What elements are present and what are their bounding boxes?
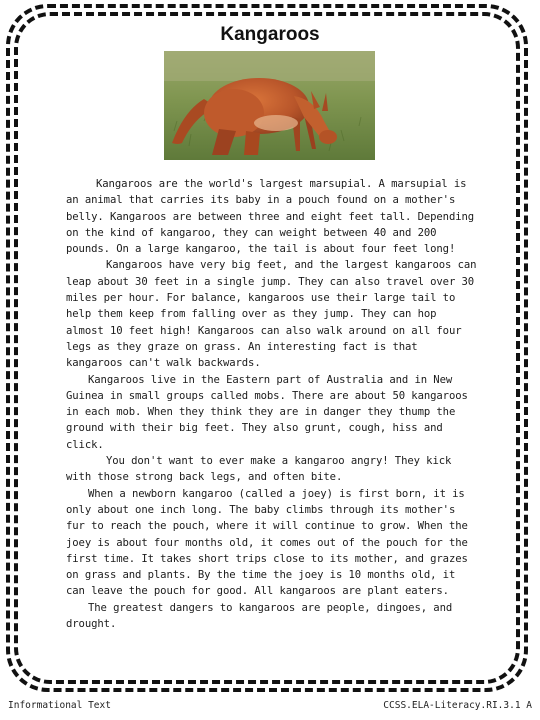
- paragraph: Kangaroos live in the Eastern part of Australia and in New Guinea in small groups called mobs. There are about 50 kangaroos in each mob. When they think they are in danger they thump the ground with their big feet. They also grunt, cough, hiss and click.: [66, 373, 468, 451]
- story-text: [66, 176, 480, 632]
- kangaroo-photo: [164, 51, 375, 160]
- paragraph: The greatest dangers to kangaroos are people, dingoes, and drought.: [66, 601, 453, 631]
- footer-standard: CCSS.ELA-Literacy.RI.3.1 A: [383, 700, 532, 711]
- paragraph: When a newborn kangaroo (called a joey) is first born, it is only about one inch long. The baby climbs through its mother's fur to reach the pouch, where it will continue to grow. When the joey is about four months old, it comes out of the pouch for the first time. It takes short trips close to its mother, and grazes on grass and plants. By the time the joey is 10 months old, it can leave the pouch for good. All kangaroos are plant eaters.: [66, 487, 468, 598]
- paragraph: Kangaroos have very big feet, and the largest kangaroos can leap about 30 feet in a single jump. They can also travel over 30 miles per hour. For balance, kangaroos use their large tail to help them keep from falling over as they jump. They can hop almost 10 feet high! Kangaroos can also walk around on all four legs as they graze on grass. An interesting fact is that kangaroos can't walk backwards.: [66, 259, 477, 370]
- paragraph: Kangaroos are the world's largest marsupial. A marsupial is an animal that carries its baby in a pouch found on a mother's belly. Kangaroos are between three and eight feet tall. Depending on the kind of kangaroo, they can weight between 40 and 200 pounds. On a large kangaroo, the tail is about four feet long!: [66, 178, 475, 256]
- paragraph: You don't want to ever make a kangaroo angry! They kick with those strong back legs, and often bite.: [66, 455, 452, 484]
- page-title: Kangaroos: [220, 24, 320, 45]
- footer-label: Informational Text: [8, 700, 111, 711]
